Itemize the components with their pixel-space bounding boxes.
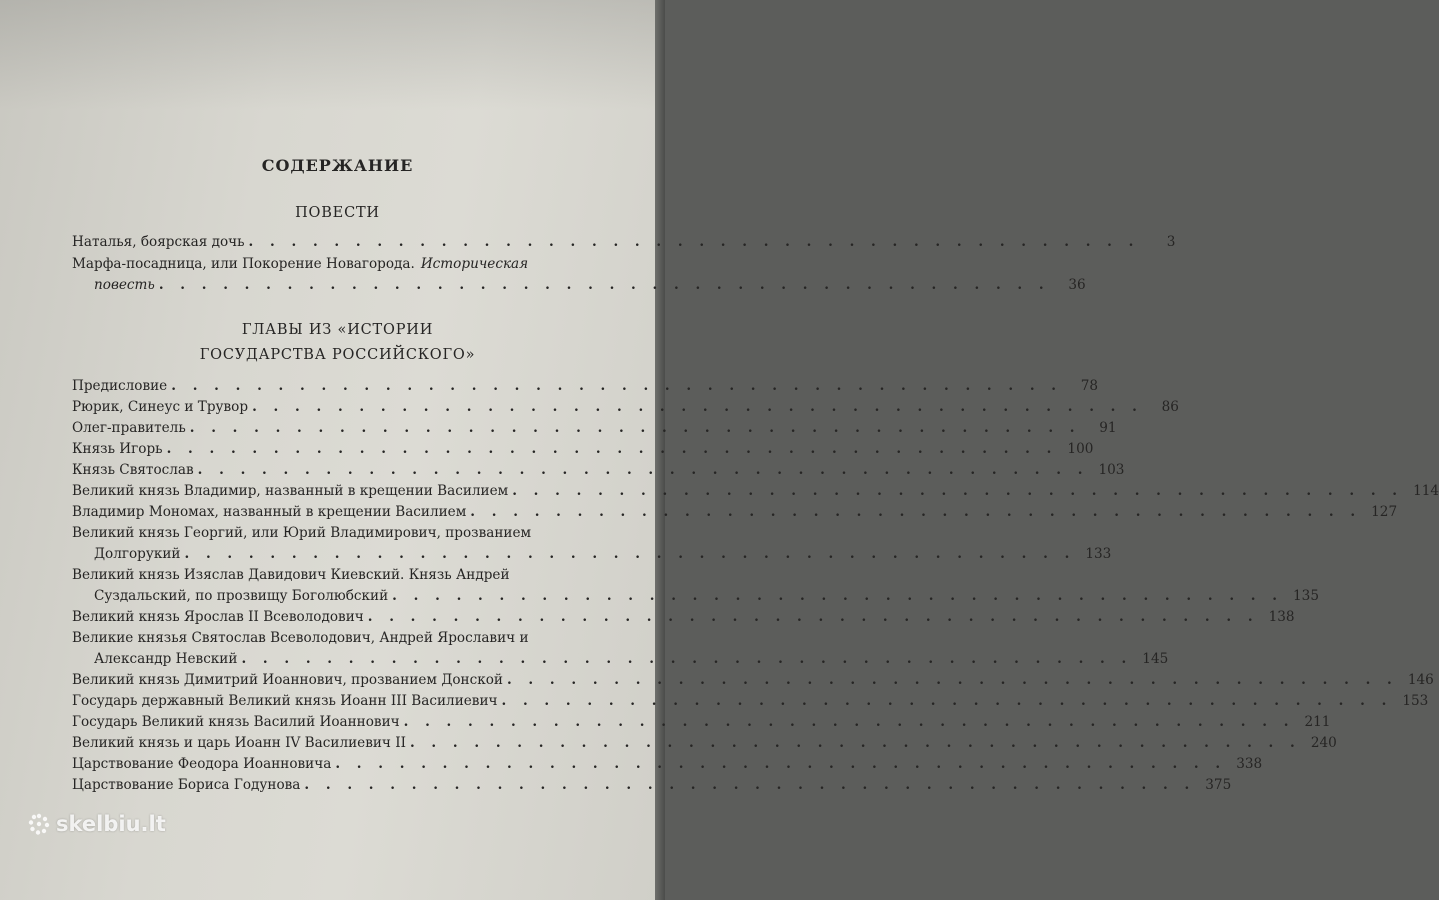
contents-title: СОДЕРЖАНИЕ: [261, 156, 414, 175]
leader-dots: . . . . . . . . . . . . . . . . . . . . . . . . . . . . . . . . . . . . . . . . . .: [189, 420, 1081, 436]
entry-page: 114: [1413, 483, 1439, 499]
entry-page: 338: [1236, 756, 1263, 772]
entry-page: 240: [1310, 735, 1337, 751]
leader-dots: . . . . . . . . . . . . . . . . . . . . . . . . . . . . . . . . . . . . . . . . . .: [501, 693, 1393, 709]
entry-page: 133: [1085, 546, 1112, 562]
entry-title: Владимир Мономах, названный в крещении Василием: [72, 504, 467, 520]
entry-page: 211: [1304, 714, 1331, 730]
leader-dots: . . . . . . . . . . . . . . . . . . . . . . . . . . . . . . . . . . . . . . . . . .: [158, 277, 1050, 293]
entry-title: Великий князь Георгий, или Юрий Владимирович, прозванием: [72, 525, 532, 541]
toc-entry: [72, 460, 1125, 481]
leader-dots: . . . . . . . . . . . . . . . . . . . . . . . . . . . . . . . . . . . . . . . . . .: [335, 756, 1227, 772]
leader-dots: . . . . . . . . . . . . . . . . . . . . . . . . . . . . . . . . . . . . . . . . . .: [184, 546, 1076, 562]
toc-entry: [72, 607, 1295, 628]
watermark-text: skelbiu.lt: [56, 812, 166, 836]
entry-page: 100: [1067, 441, 1094, 457]
leader-dots: . . . . . . . . . . . . . . . . . . . . . . . . . . . . . . . . . . . . . . . . . .: [166, 441, 1058, 457]
entry-title-cont: Суздальский, по прозвищу Боголюбский: [94, 588, 389, 604]
leader-dots: . . . . . . . . . . . . . . . . . . . . . . . . . . . . . . . . . . . . . . . . . .: [171, 378, 1063, 394]
entry-page: 3: [1166, 234, 1176, 250]
leader-dots: . . . . . . . . . . . . . . . . . . . . . . . . . . . . . . . . . . . . . . . . . .: [392, 588, 1283, 604]
entry-page: 91: [1099, 420, 1117, 436]
leader-dots: . . . . . . . . . . . . . . . . . . . . . . . . . . . . . . . . . . . . . . . . . .: [512, 483, 1404, 499]
toc-entry: [72, 376, 1099, 397]
toc-entry: [72, 397, 1179, 418]
toc-entry: [72, 691, 1429, 712]
entry-subtitle: Историческая: [420, 256, 529, 272]
leader-dots: . . . . . . . . . . . . . . . . . . . . . . . . . . . . . . . . . . . . . . . . . .: [403, 714, 1295, 730]
leader-dots: . . . . . . . . . . . . . . . . . . . . . . . . . . . . . . . . . . . . . . . . . .: [304, 777, 1196, 793]
toc-entry: [72, 523, 1112, 565]
entry-page: 146: [1407, 672, 1434, 688]
entry-page: 375: [1205, 777, 1232, 793]
entry-page: 78: [1080, 378, 1099, 394]
entry-title: Наталья, боярская дочь: [72, 234, 245, 250]
entry-page: 138: [1268, 609, 1295, 625]
leader-dots: . . . . . . . . . . . . . . . . . . . . . . . . . . . . . . . . . . . . . . . . . .: [470, 504, 1362, 520]
entry-page: 127: [1371, 504, 1398, 520]
entry-title: Великий князь Владимир, названный в крещении Василием: [72, 483, 509, 499]
entry-title: Великий князь Изяслав Давидович Киевский. Князь Андрей: [72, 567, 510, 583]
toc-entry: [72, 232, 1176, 253]
section-heading-glavy-line1: ГЛАВЫ ИЗ «ИСТОРИИ: [241, 322, 434, 338]
entry-page: 135: [1293, 588, 1319, 604]
entry-title: Государь державный Великий князь Иоанн III Василиевич: [72, 693, 498, 709]
toc-entry: [72, 712, 1331, 733]
section-heading-glavy-line2: ГОСУДАРСТВА РОССИЙСКОГО»: [199, 347, 476, 363]
entry-title-cont: Долгорукий: [94, 546, 181, 562]
entry-title: Князь Святослав: [72, 462, 194, 478]
entry-title: Великие князья Святослав Всеволодович, Андрей Ярославич и: [72, 630, 529, 646]
entry-title: Великий князь и царь Иоанн IV Василиевич II: [72, 735, 406, 751]
entry-page: 103: [1098, 462, 1125, 478]
entry-subtitle-cont: повесть: [94, 277, 155, 293]
toc-entry: [72, 418, 1117, 439]
leader-dots: . . . . . . . . . . . . . . . . . . . . . . . . . . . . . . . . . . . . . . . . . .: [197, 462, 1089, 478]
entry-title: Великий князь Ярослав II Всеволодович: [72, 609, 364, 625]
entry-title-cont: Александр Невский: [94, 651, 238, 667]
toc-entry: [72, 502, 1398, 523]
leader-dots: . . . . . . . . . . . . . . . . . . . . . . . . . . . . . . . . . . . . . . . . . .: [252, 399, 1143, 415]
toc-entry: [72, 254, 1086, 296]
entry-title: Царствование Бориса Годунова: [72, 777, 301, 793]
leader-dots: . . . . . . . . . . . . . . . . . . . . . . . . . . . . . . . . . . . . . . . . . .: [506, 672, 1398, 688]
entry-title: Олег-правитель: [72, 420, 186, 436]
leader-dots: . . . . . . . . . . . . . . . . . . . . . . . . . . . . . . . . . . . . . . . . . .: [241, 651, 1133, 667]
toc-entry: [72, 733, 1337, 754]
leader-dots: . . . . . . . . . . . . . . . . . . . . . . . . . . . . . . . . . . . . . . . . . .: [409, 735, 1301, 751]
entry-page: 36: [1068, 277, 1086, 293]
watermark: [28, 812, 166, 836]
entry-title: Князь Игорь: [72, 441, 163, 457]
dots-logo-icon: [28, 813, 50, 835]
toc-entry: [72, 565, 1319, 607]
leader-dots: . . . . . . . . . . . . . . . . . . . . . . . . . . . . . . . . . . . . . . . . . .: [248, 234, 1140, 250]
toc-entry: [72, 628, 1169, 670]
entry-title: Государь Великий князь Василий Иоаннович: [72, 714, 400, 730]
entry-title: Рюрик, Синеус и Трувор: [72, 399, 249, 415]
entry-page: 153: [1402, 693, 1429, 709]
toc-entry: [72, 481, 1439, 502]
entry-title: Великий князь Димитрий Иоаннович, прозванием Донской: [72, 672, 503, 688]
toc-entry: [72, 439, 1094, 460]
entry-page: 145: [1142, 651, 1169, 667]
entry-title: Царствование Феодора Иоанновича: [72, 756, 332, 772]
entry-title: Марфа-посадница, или Покорение Новагорода.: [72, 256, 415, 272]
leader-dots: . . . . . . . . . . . . . . . . . . . . . . . . . . . . . . . . . . . . . . . . . .: [367, 609, 1259, 625]
toc-entry: [72, 670, 1434, 691]
toc-entry: [72, 775, 1232, 796]
toc-entry: [72, 754, 1263, 775]
toc-list: [72, 376, 1439, 796]
entry-page: 86: [1161, 399, 1179, 415]
entry-title: Предисловие: [72, 378, 168, 394]
section-heading-povesti: ПОВЕСТИ: [295, 205, 380, 221]
